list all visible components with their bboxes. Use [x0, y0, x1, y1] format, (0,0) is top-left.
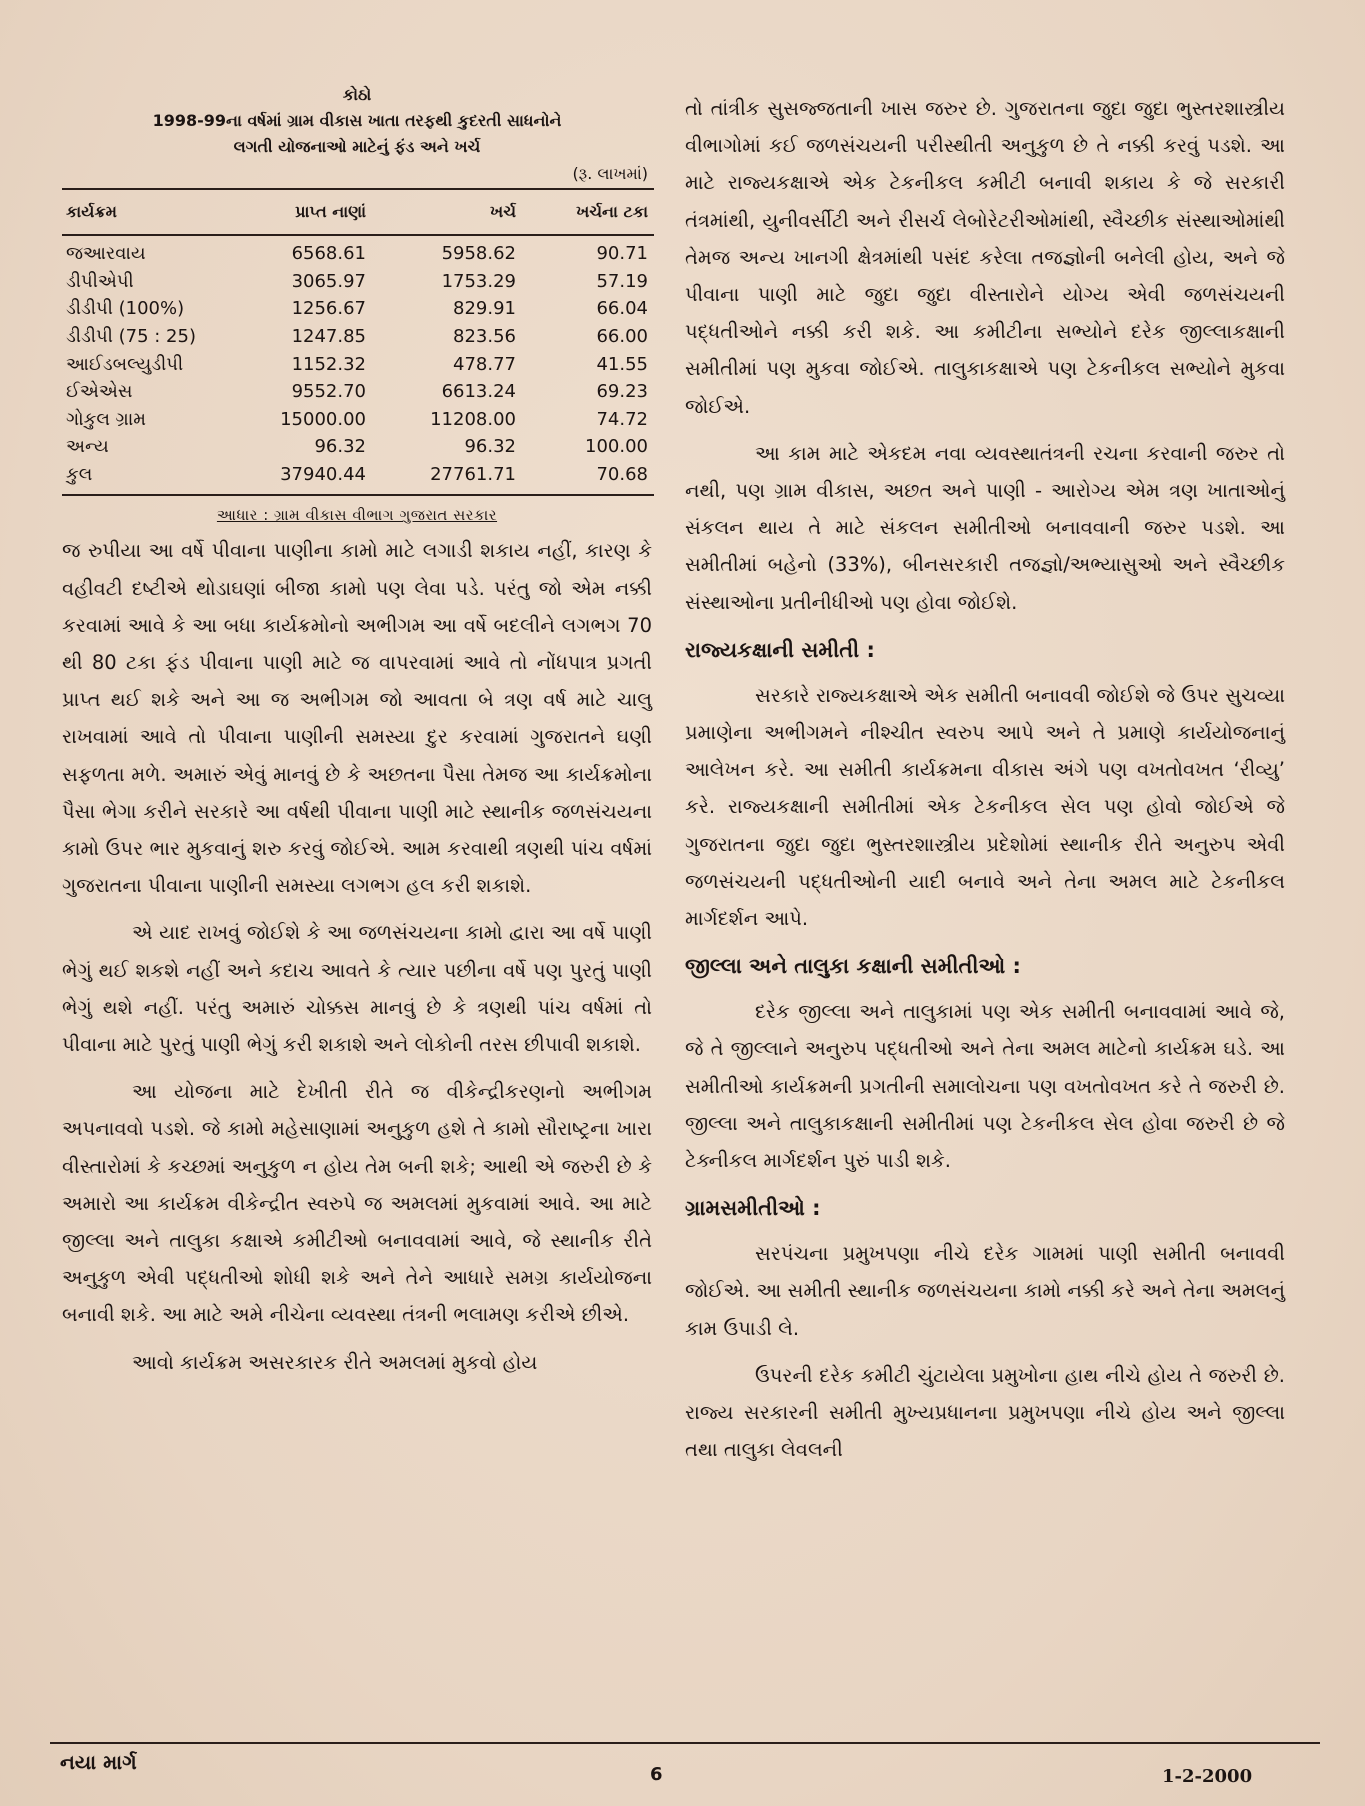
- cell-received: 3065.97: [291, 270, 366, 292]
- publication-name: નયા માર્ગ: [60, 1750, 137, 1774]
- table-caption: [62, 82, 652, 160]
- right-paragraph-5: સરપંચના પ્રમુખપણા નીચે દરેક ગામમાં પાણી સમીતી બનાવવી જોઈએ. આ સમીતી સ્થાનીક જળસંચયના કામો નક્કી કરે અને તેના અમલનું કામ ઉપાડી લે.: [685, 1242, 1285, 1340]
- cell-expense: 11208.00: [430, 408, 516, 430]
- cell-expense: 823.56: [453, 326, 516, 348]
- table-header-row: [62, 190, 654, 236]
- right-column: [685, 90, 1285, 1469]
- table-row: [62, 378, 654, 406]
- cell-expense: 6613.24: [441, 381, 516, 403]
- right-paragraph-4: દરેક જીલ્લા અને તાલુકામાં પણ એક સમીતી બનાવવામાં આવે જે, જે તે જીલ્લાને અનુરુપ પદ્ધતીઓ અને તેના અમલ માટેનો કાર્યક્રમ ઘડે. આ સમીતીઓ કાર્યક્રમની પ્રગતીની સમાલોચના પણ વખતોવખત કરે તે જરુરી છે. જીલ્લા અને તાલુકાકક્ષાની સમીતીમાં પણ ટેકનીકલ સેલ હોવા જરુરી છે જે ટેક્નીકલ માર્ગદર્શન પુરું પાડી શકે.: [685, 1000, 1285, 1173]
- cell-expense: 478.77: [453, 353, 516, 375]
- cell-percent: 69.23: [596, 381, 648, 403]
- table-row: [62, 406, 654, 434]
- cell-expense: 829.91: [453, 298, 516, 320]
- cell-program: ઈએએસ: [66, 381, 133, 403]
- header-expense-percent: ખર્ચના ટકા: [576, 202, 648, 221]
- left-column: [62, 82, 652, 1381]
- cell-percent: 41.55: [596, 353, 648, 375]
- cell-received: 6568.61: [291, 243, 366, 265]
- right-paragraph-1: તો તાંત્રીક સુસજ્જતાની ખાસ જરુર છે. ગુજરાતના જુદા જુદા ભુસ્તરશાસ્ત્રીય વીભાગોમાં કઈ જળસંચયની પરીસ્થીતી અનુકુળ છે તે નક્કી કરવું પડશે. આ માટે રાજ્યકક્ષાએ એક ટેકનીકલ કમીટી બનાવી શકાય કે જે સરકારી તંત્રમાંથી, યુનીવર્સીટી અને રીસર્ચ લેબોરેટરીઓમાંથી, સ્વૈચ્છીક સંસ્થાઓમાંથી તેમજ અન્ય ખાનગી ક્ષેત્રમાંથી પસંદ કરેલા તજજ્ઞોની બનેલી હોય, અને જે પીવાના પાણી માટે જુદા જુદા વીસ્તારોને યોગ્ય એવી જળસંચયની પદ્ધતીઓને નક્કી કરી શકે. આ કમીટીના સભ્યોને દરેક જીલ્લાકક્ષાની સમીતીમાં પણ મુકવા જોઈએ. તાલુકાકક્ષાએ પણ ટેકનીકલ સભ્યોને મુકવા જોઈએ.: [685, 97, 1285, 418]
- cell-percent: 74.72: [596, 408, 648, 430]
- table-row: [62, 240, 654, 268]
- cell-expense: 27761.71: [430, 464, 516, 486]
- right-paragraph-6: ઉપરની દરેક કમીટી ચુંટાયેલા પ્રમુખોના હાથ નીચે હોય તે જરુરી છે. રાજ્ય સરકારની સમીતી મુખ્યપ્રધાનના પ્રમુખપણા નીચે હોય અને જીલ્લા તથા તાલુકા લેવલની: [685, 1363, 1285, 1462]
- cell-program: ડીડીપી (75 : 25): [66, 326, 196, 348]
- cell-percent: 66.04: [596, 298, 648, 320]
- left-paragraph-1: જ રુપીયા આ વર્ષે પીવાના પાણીના કામો માટે લગાડી શકાય નહીં, કારણ કે વહીવટી દષ્ટીએ થોડાઘણાં બીજા કામો પણ લેવા પડે. પરંતુ જો એમ નક્કી કરવામાં આવે કે આ બધા કાર્યક્રમોનો અભીગમ આ વર્ષે બદલીને લગભગ 70 થી 80 ટકા ફંડ પીવાના પાણી માટે જ વાપરવામાં આવે તો નોંધપાત્ર પ્રગતી પ્રાપ્ત થઈ શકે અને આ જ અભીગમ જો આવતા બે ત્રણ વર્ષ માટે ચાલુ રાખવામાં આવે તો પીવાના પાણીની સમસ્યા દુર કરવામાં ગુજરાતને ઘણી સફળતા મળે. અમારું એવું માનવું છે કે અછતના પૈસા તેમજ આ કાર્યક્રમોના પૈસા ભેગા કરીને સરકારે આ વર્ષથી પીવાના પાણી માટે સ્થાનીક જળસંચયના કામો ઉપર ભાર મુકવાનું શરુ કરવું જોઈએ. આમ કરવાથી ત્રણથી પાંચ વર્ષમાં ગુજરાતના પીવાના પાણીની સમસ્યા લગભગ હલ કરી શકાશે.: [62, 539, 652, 898]
- cell-program: આઈડબલ્યુડીપી: [66, 353, 184, 375]
- cell-percent: 70.68: [596, 464, 648, 486]
- fund-expense-table: [62, 188, 654, 496]
- cell-expense: 96.32: [464, 436, 516, 458]
- table-source: આધાર : ગ્રામ વીકાસ વીભાગ ગુજરાત સરકાર: [216, 506, 498, 525]
- table-row: [62, 350, 654, 378]
- page-number: 6: [650, 1764, 663, 1785]
- cell-received: 1152.32: [291, 353, 366, 375]
- heading-state-committee: રાજ્યકક્ષાની સમીતી :: [685, 637, 875, 662]
- cell-program: જઆરવાય: [66, 243, 146, 265]
- cell-program: ડીડીપી (100%): [66, 298, 185, 320]
- issue-date: 1-2-2000: [1162, 1766, 1253, 1787]
- header-received-funds: પ્રાપ્ત નાણાં: [295, 202, 366, 221]
- table-unit-note: (રૂ. લાખમાં): [572, 164, 648, 183]
- cell-program: કુલ: [66, 464, 93, 486]
- table-caption-line-1: 1998-99ના વર્ષમાં ગ્રામ વીકાસ ખાતા તરફથી કુદરતી સાધનોને: [152, 111, 562, 130]
- cell-received: 37940.44: [280, 464, 366, 486]
- cell-program: ગોકુલ ગ્રામ: [66, 408, 146, 430]
- header-expense: ખર્ચ: [490, 202, 516, 221]
- cell-percent: 100.00: [585, 436, 648, 458]
- header-program: કાર્યક્રમ: [66, 202, 117, 221]
- footer-divider: [50, 1742, 1320, 1744]
- heading-village-committee: ગ્રામસમીતીઓ :: [685, 1196, 821, 1221]
- table-row: [62, 295, 654, 323]
- cell-program: અન્ય: [66, 436, 109, 458]
- left-paragraph-2: એ યાદ રાખવું જોઈશે કે આ જળસંચયના કામો દ્વારા આ વર્ષે પાણી ભેગું થઈ શકશે નહીં અને કદાચ આવતે કે ત્યાર પછીના વર્ષે પણ પુરતું પાણી ભેગું થશે નહીં. પરંતુ અમારું ચોક્કસ માનવું છે કે ત્રણથી પાંચ વર્ષમાં તો પીવાના માટે પુરતું પાણી ભેગું કરી શકાશે અને લોકોની તરસ છીપાવી શકાશે.: [62, 921, 652, 1056]
- cell-expense: 1753.29: [441, 270, 516, 292]
- cell-percent: 90.71: [596, 243, 648, 265]
- cell-received: 1256.67: [291, 298, 366, 320]
- cell-received: 1247.85: [291, 326, 366, 348]
- table-row: [62, 323, 654, 351]
- table-row: [62, 433, 654, 461]
- right-paragraph-3: સરકારે રાજ્યકક્ષાએ એક સમીતી બનાવવી જોઈશે જે ઉપર સુચવ્યા પ્રમાણેના અભીગમને નીશ્ચીત સ્વરુપ આપે અને તે પ્રમાણે કાર્યયોજનાનું આલેખન કરે. આ સમીતી કાર્યક્રમના વીકાસ અંગે પણ વખતોવખત ‘રીવ્યુ’ કરે. રાજ્યકક્ષાની સમીતીમાં એક ટેકનીકલ સેલ પણ હોવો જોઈએ જે ગુજરાતના જુદા જુદા ભુસ્તરશાસ્ત્રીય પ્રદેશોમાં સ્થાનીક રીતે અનુરુપ એવી જળસંચયની પદ્ધતીઓની યાદી બનાવે અને તેના અમલ માટે ટેકનીકલ માર્ગદર્શન આપે.: [685, 683, 1285, 931]
- left-paragraph-4: આવો કાર્યક્રમ અસરકારક રીતે અમલમાં મુકવો હોય: [132, 1350, 538, 1374]
- heading-district-committee: જીલ્લા અને તાલુકા કક્ષાની સમીતીઓ :: [685, 954, 1021, 979]
- table-caption-line-2: લગતી યોજનાઓ માટેનું ફંડ અને ખર્ચ: [233, 137, 481, 156]
- cell-received: 96.32: [314, 436, 366, 458]
- cell-expense: 5958.62: [441, 243, 516, 265]
- table-row-total: [62, 461, 654, 489]
- table-row: [62, 268, 654, 296]
- table-body: [62, 236, 654, 494]
- table-title: કોઠો: [342, 85, 372, 104]
- cell-percent: 66.00: [596, 326, 648, 348]
- left-paragraph-3: આ યોજના માટે દેખીતી રીતે જ વીકેન્દ્રીકરણનો અભીગમ અપનાવવો પડશે. જે કામો મહેસાણામાં અનુકુળ હશે તે કામો સૌરાષ્ટ્રના ખારા વીસ્તારોમાં કે કચ્છમાં અનુકુળ ન હોય તેમ બની શકે; આથી એ જરુરી છે કે અમારો આ કાર્યક્રમ વીકેન્દ્રીત સ્વરુપે જ અમલમાં મુકવામાં આવે. આ માટે જીલ્લા અને તાલુકા કક્ષાએ કમીટીઓ બનાવવામાં આવે, જે સ્થાનીક રીતે અનુકુળ એવી પદ્ધતીઓ શોધી શકે અને તેને આધારે સમગ્ર કાર્યયોજના બનાવી શકે. આ માટે અમે નીચેના વ્યવસ્થા તંત્રની ભલામણ કરીએ છીએ.: [62, 1080, 652, 1327]
- cell-percent: 57.19: [596, 270, 648, 292]
- right-paragraph-2: આ કામ માટે એકદમ નવા વ્યવસ્થાતંત્રની રચના કરવાની જરુર તો નથી, પણ ગ્રામ વીકાસ, અછત અને પાણી - આરોગ્ય એમ ત્રણ ખાતાઓનું સંકલન થાય તે માટે સંકલન સમીતીઓ બનાવવાની જરુર પડશે. આ સમીતીમાં બહેનો (33%), બીનસરકારી તજજ્ઞો/અભ્યાસુઓ અને સ્વૈચ્છીક સંસ્થાઓના પ્રતીનીધીઓ પણ હોવા જોઈશે.: [685, 441, 1285, 614]
- cell-received: 9552.70: [291, 381, 366, 403]
- cell-received: 15000.00: [280, 408, 366, 430]
- cell-program: ડીપીએપી: [66, 270, 134, 292]
